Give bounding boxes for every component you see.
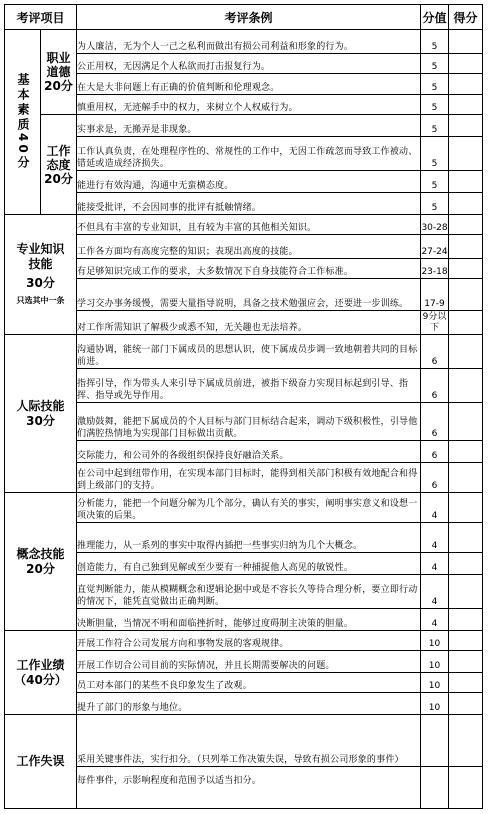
score-cell[interactable]: [449, 441, 483, 463]
table-row: [5, 767, 483, 809]
table-row: [5, 54, 483, 74]
score-value: 4: [421, 609, 449, 631]
score-value: 10: [421, 651, 449, 673]
criterion-text: 有足够知识完成工作的要求，大多数情况下自身技能符合工作标准。: [77, 259, 421, 279]
criterion-text: 工作各方面均有高度完整的知识；表现出高度的技能。: [77, 235, 421, 259]
criterion-text: 不但具有丰富的专业知识，且有较为丰富的其他相关知识。: [77, 215, 421, 235]
header-criteria: 考评条例: [77, 5, 421, 30]
score-value: 6: [421, 463, 449, 493]
subcategory-attitude: 工作态度20分: [41, 115, 77, 215]
table-row: [5, 651, 483, 673]
table-row: [5, 259, 483, 279]
score-cell[interactable]: [449, 193, 483, 215]
score-cell[interactable]: [449, 463, 483, 493]
criterion-text: 决断胆量，当情况不明和面临挫折时，能够过度碍制主决策的胆量。: [77, 609, 421, 631]
category-interpersonal-points: 30分: [26, 413, 55, 428]
category-concept: [5, 493, 77, 631]
table-row: [5, 403, 483, 441]
category-basic: 基本素质40分: [5, 30, 41, 215]
score-cell[interactable]: [449, 609, 483, 631]
header-score: 分值: [421, 5, 449, 30]
criterion-text: 激励鼓舞，能把下属成员的个人目标与部门目标结合起来，调动下级积极性，引导他们满腔热情地为实现部门目标做出贡献。: [77, 403, 421, 441]
table-row: [5, 369, 483, 403]
category-knowledge-note: 只选其中一条: [16, 295, 65, 305]
score-value: 6: [421, 441, 449, 463]
header-item: 考评项目: [5, 5, 77, 30]
score-value: 10: [421, 673, 449, 693]
score-cell[interactable]: [449, 235, 483, 259]
header-row: [5, 5, 483, 30]
table-row: [5, 463, 483, 493]
score-value: 6: [421, 369, 449, 403]
table-row: [5, 137, 483, 171]
score-cell[interactable]: [449, 403, 483, 441]
score-value: 4: [421, 553, 449, 575]
score-cell[interactable]: [449, 279, 483, 311]
score-cell[interactable]: [449, 311, 483, 335]
score-value: 5: [421, 74, 449, 95]
score-value: 5: [421, 193, 449, 215]
score-value: 27-24: [421, 235, 449, 259]
table-row: [5, 235, 483, 259]
appraisal-form: [4, 4, 482, 810]
criterion-text: 学习交办事务缓慢，需要大量指导说明，具备之技术勉强应会，还要进一步训练。: [77, 279, 421, 311]
criterion-text: 在公司中起到纽带作用，在实现本部门目标时，能得到相关部门积极有效地配合和得到上级部门的支持。: [77, 463, 421, 493]
subcategory-ethics: 职业道德20分: [41, 30, 77, 115]
category-performance-points: （40分）: [14, 672, 67, 687]
criterion-text: 实事求是，无搬弄是非现象。: [77, 115, 421, 137]
score-value: 4: [421, 575, 449, 609]
table-row: [5, 115, 483, 137]
table-row: [5, 493, 483, 523]
score-cell[interactable]: [449, 693, 483, 715]
score-value: 6: [421, 403, 449, 441]
criterion-text: 分析能力，能把一个问题分解为几个部分，确认有关的事实，阐明事实意义和设想一项决策的后果。: [77, 493, 421, 523]
score-value: 10: [421, 693, 449, 715]
score-cell[interactable]: [449, 115, 483, 137]
criterion-text: 开展工作切合公司目前的实际情况，并且长期需要解决的问题。: [77, 651, 421, 673]
criterion-text: 公正用权，无因满足个人私欲而打击报复行为。: [77, 54, 421, 74]
table-row: [5, 553, 483, 575]
score-cell[interactable]: [449, 631, 483, 651]
category-knowledge: [5, 215, 77, 335]
score-cell[interactable]: [449, 171, 483, 193]
table-row: [5, 335, 483, 369]
criterion-text: 慎重用权，无迹解手中的权力，来树立个人权威行为。: [77, 95, 421, 115]
criterion-text: 创造能力，有自己独到见解或至少要有一种捕捉他人高见的敏锐性。: [77, 553, 421, 575]
score-value: 5: [421, 95, 449, 115]
score-cell[interactable]: [449, 523, 483, 553]
category-mistakes: 工作失误: [5, 715, 77, 809]
score-cell[interactable]: [449, 369, 483, 403]
score-value: 4: [421, 523, 449, 553]
category-performance: [5, 631, 77, 715]
criterion-text: 交际能力，和公司外的各级组织保持良好融洽关系。: [77, 441, 421, 463]
table-row: [5, 441, 483, 463]
appraisal-table: [4, 4, 483, 809]
criterion-text: 对工作所需知识了解极少或悉不知，无关趣也无法培养。: [77, 311, 421, 335]
score-value: 17-9: [421, 279, 449, 311]
score-value: 4: [421, 493, 449, 523]
criterion-text: 在大是大非问题上有正确的价值判断和伦理观念。: [77, 74, 421, 95]
criterion-text: 工作认真负责，在处理程序性的、常规性的工作中，无因工作疏忽而导致工作被动、错延或造成经济损失。: [77, 137, 421, 171]
table-row: [5, 693, 483, 715]
score-cell[interactable]: [449, 493, 483, 523]
score-cell[interactable]: [449, 575, 483, 609]
criterion-text: 沟通协调，能统一部门下属成员的思想认识，使下属成员步调一致地朝着共同的目标前进。: [77, 335, 421, 369]
table-row: [5, 95, 483, 115]
table-row: [5, 673, 483, 693]
score-value: 5: [421, 137, 449, 171]
score-value: 5: [421, 54, 449, 74]
criterion-text: 直觉判断能力，能从模糊概念和逻辑论据中或是不容长久等待合理分析，要立即行动的情况下，能凭直觉做出正确判断。: [77, 575, 421, 609]
table-row: [5, 311, 483, 335]
category-performance-title: 工作业绩: [16, 657, 65, 672]
table-row: [5, 193, 483, 215]
table-row: [5, 631, 483, 651]
table-row: [5, 575, 483, 609]
category-interpersonal: [5, 335, 77, 493]
category-knowledge-title: 专业知识技能: [16, 241, 65, 271]
criterion-text: 开展工作符合公司发展方向和事物发展的客观规律。: [77, 631, 421, 651]
score-value: 10: [421, 631, 449, 651]
score-value: 9分以下: [421, 311, 449, 335]
score-cell[interactable]: [449, 30, 483, 54]
score-value: 6: [421, 335, 449, 369]
criterion-text: 能接受批评，不会因同事的批评有抵触情绪。: [77, 193, 421, 215]
score-cell[interactable]: [449, 137, 483, 171]
score-cell[interactable]: [449, 767, 483, 809]
score-cell[interactable]: [449, 215, 483, 235]
score-cell[interactable]: [449, 95, 483, 115]
criterion-text: 推理能力，从一系列的事实中取得内插把一些事实归纳为几个大概念。: [77, 523, 421, 553]
criterion-text: 为人廉洁，无为个人一己之私利而做出有损公司利益和形象的行为。: [77, 30, 421, 54]
criterion-text: 能进行有效沟通，沟通中无蛮横态度。: [77, 171, 421, 193]
score-value: 23-18: [421, 259, 449, 279]
table-row: [5, 279, 483, 311]
criterion-text: 员工对本部门的某些不良印象发生了改观。: [77, 673, 421, 693]
score-cell[interactable]: [449, 673, 483, 693]
table-row: [5, 30, 483, 54]
criterion-text: 指挥引导，作为带头人来引导下属成员前进，被指下级奋力实现目标起到引导、指挥、指导或先导作用。: [77, 369, 421, 403]
score-value: 5: [421, 171, 449, 193]
score-value: [421, 767, 449, 809]
score-value: 5: [421, 30, 449, 54]
score-cell[interactable]: [449, 54, 483, 74]
table-row: [5, 74, 483, 95]
category-knowledge-points: 30分: [26, 275, 55, 290]
criterion-text: 采用关键事件法，实行扣分。（只列举工作决策失误，导致有损公司形象的事件）: [77, 715, 421, 767]
score-cell[interactable]: [449, 715, 483, 767]
category-interpersonal-title: 人际技能: [16, 398, 65, 413]
header-got: 得分: [449, 5, 483, 30]
score-cell[interactable]: [449, 553, 483, 575]
score-value: [421, 715, 449, 767]
category-concept-points: 20分: [26, 561, 55, 576]
criterion-text: 提升了部门的形象与地位。: [77, 693, 421, 715]
score-value: 5: [421, 115, 449, 137]
score-cell[interactable]: [449, 651, 483, 673]
table-row: [5, 609, 483, 631]
table-row: [5, 715, 483, 767]
score-cell[interactable]: [449, 74, 483, 95]
score-cell[interactable]: [449, 335, 483, 369]
score-value: 30-28: [421, 215, 449, 235]
table-row: [5, 215, 483, 235]
table-row: [5, 523, 483, 553]
category-concept-title: 概念技能: [16, 546, 65, 561]
score-cell[interactable]: [449, 259, 483, 279]
table-row: [5, 171, 483, 193]
criterion-text: 每件事件，示影响程度和范围予以适当扣分。: [77, 767, 421, 809]
